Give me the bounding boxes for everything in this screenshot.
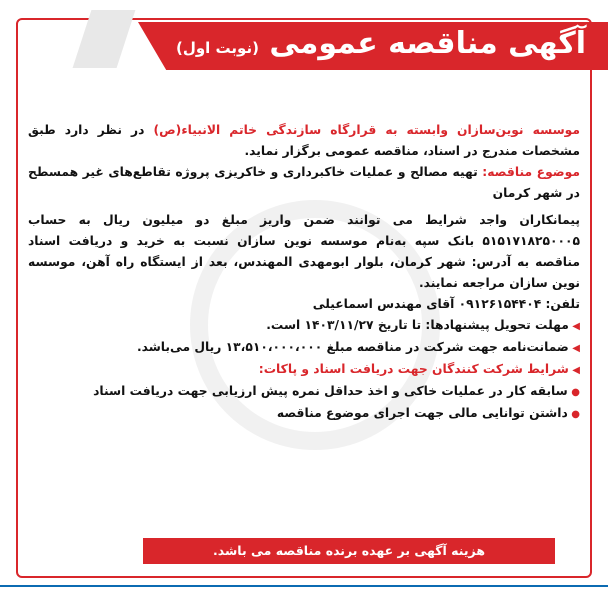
org-mark: (ص) (153, 123, 182, 137)
condition-text: سابقه کار در عملیات خاکی و اخذ حداقل نمره پیش ارزیابی جهت دریافت اسناد (93, 384, 568, 398)
title-main: آگهی مناقصه عمومی (269, 26, 586, 61)
notice-body (28, 120, 580, 425)
phone-line: تلفن: ۰۹۱۲۶۱۵۴۴۰۴ آقای مهندس اسماعیلی (312, 297, 580, 311)
subject-label: موضوع مناقصه: (477, 165, 580, 179)
intro-paragraph (28, 120, 580, 162)
subject-text: تهیه مصالح و عملیات خاکبرداری و خاکریزی پروژه تقاطع‌های غیر همسطح در شهر کرمان (28, 165, 580, 200)
intro-text-1: در نظر دارد (64, 123, 154, 137)
subject-paragraph (28, 162, 580, 204)
deadline-text: مهلت تحویل پیشنهادها: تا تاریخ ۱۴۰۳/۱۱/۲۷ است. (266, 318, 569, 332)
org-name: موسسه نوین‌سازان وابسته به قرارگاه سازندگی خاتم الانبیاء (181, 123, 581, 137)
condition-item (28, 403, 580, 425)
conditions-title (28, 359, 580, 381)
notice-title (176, 26, 586, 61)
body-paragraph: پیمانکاران واجد شرایط می توانند ضمن واریز مبلغ دو میلیون ریال به حساب ۵۱۵۱۷۱۸۲۵۰۰۰۵ بانک سپه به‌نام موسسه نوین سازان نسبت به خرید و دریافت اسناد مناقصه به آدرس: شهر کرمان، بلوار ابومهدی المهندس، بعد از ایستگاه راه آهن، موسسه نوین سازان مراجعه نمایند. (28, 213, 580, 290)
condition-text: داشتن توانایی مالی جهت اجرای موضوع مناقصه (276, 406, 568, 420)
intro-text-2: طبق مشخصات مندرج در اسناد، مناقصه عمومی برگزار نماید. (28, 123, 580, 158)
footer-bar: هزینه آگهی بر عهده برنده مناقصه می باشد. (143, 538, 555, 564)
title-suffix: (نوبت اول) (175, 39, 259, 57)
guarantee-line (28, 337, 580, 359)
condition-item (28, 381, 580, 403)
guarantee-text: ضمانت‌نامه جهت شرکت در مناقصه مبلغ ۱۳،۵۱۰،۰۰۰،۰۰۰ ریال می‌باشد. (136, 340, 569, 354)
conditions-title-text: شرایط شرکت کنندگان جهت دریافت اسناد و پاکات: (258, 362, 569, 376)
deadline-line (28, 315, 580, 337)
